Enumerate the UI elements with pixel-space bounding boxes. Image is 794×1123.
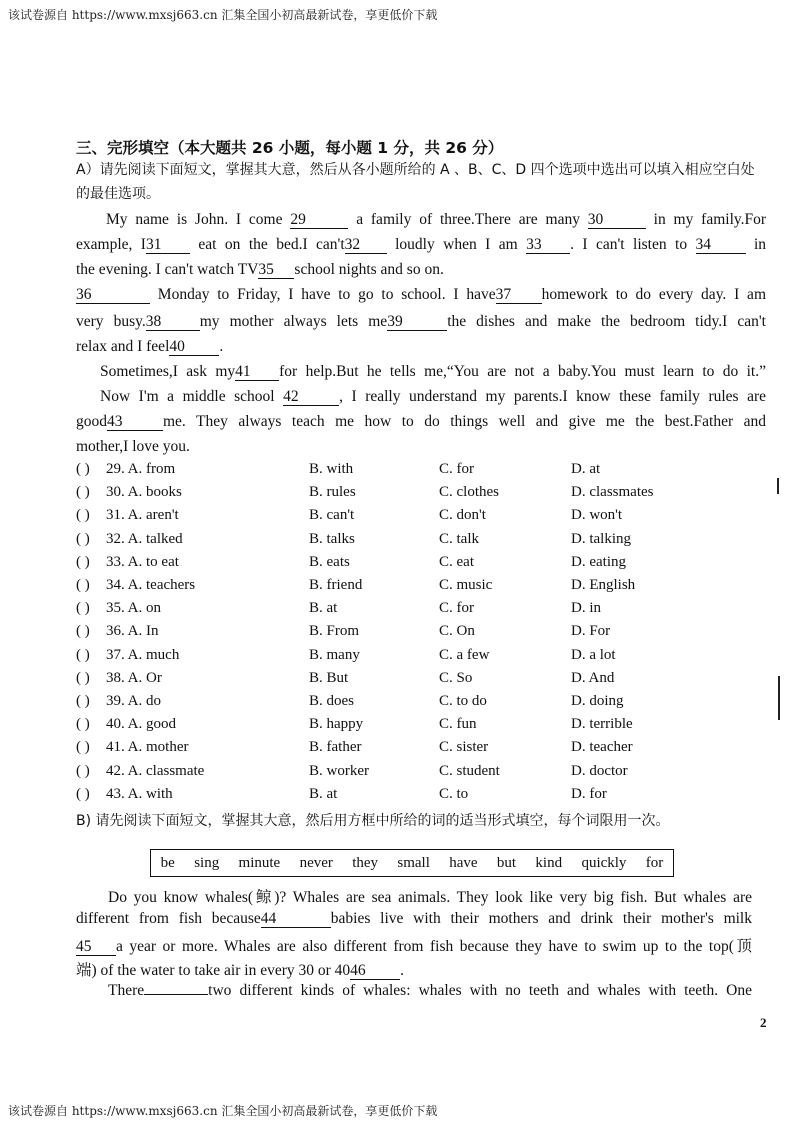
blank-33: 33 <box>526 237 570 254</box>
word-box-item: have <box>449 854 478 871</box>
scan-mark <box>777 478 779 494</box>
blank-46: 46 <box>350 963 400 980</box>
option-d: D. doing <box>571 693 624 709</box>
question-row <box>76 716 776 739</box>
answer-bracket[interactable]: ( ) <box>76 600 90 617</box>
word-box-item: for <box>645 854 664 871</box>
question-row <box>76 623 776 646</box>
option-a: 29. A. from <box>106 461 176 477</box>
option-b: B. does <box>309 693 354 709</box>
passage-a-line-5: very busy.38 my mother always lets me39 the dishes and make the bedroom tidy.I can't <box>76 313 766 330</box>
option-a: 41. A. mother <box>106 739 189 756</box>
question-row <box>76 600 776 623</box>
answer-bracket[interactable]: ( ) <box>76 693 90 709</box>
answer-bracket[interactable]: ( ) <box>76 646 90 663</box>
passage-a-line-10: mother,I love you. <box>76 438 190 455</box>
blank-35: 35 <box>258 262 294 279</box>
option-a: 39. A. do <box>106 693 162 709</box>
option-d: D. teacher <box>571 739 633 756</box>
option-c: C. music <box>439 577 493 593</box>
answer-bracket[interactable]: ( ) <box>76 507 90 524</box>
option-d: D. For <box>571 623 611 640</box>
option-a: 31. A. aren't <box>106 507 179 524</box>
scan-mark <box>778 676 780 720</box>
passage-b-line-5: There two different kinds of whales: whales with no teeth and whales with teeth. One <box>108 982 752 999</box>
option-c: C. On <box>439 623 475 640</box>
option-b: B. father <box>309 739 362 756</box>
word-box-item: but <box>496 854 517 871</box>
blank-30: 30 <box>588 212 646 229</box>
option-c: C. don't <box>439 507 486 524</box>
blank-43: 43 <box>107 414 163 431</box>
option-c: C. So <box>439 669 473 686</box>
option-b: B. at <box>309 600 338 617</box>
option-b: B. talks <box>309 530 355 547</box>
question-row <box>76 647 776 670</box>
option-a: 43. A. with <box>106 785 173 802</box>
question-row <box>76 786 776 809</box>
option-a: 37. A. much <box>106 646 180 663</box>
answer-bracket[interactable]: ( ) <box>76 739 90 756</box>
passage-a-line-7: Sometimes,I ask my41 for help.But he tells me,“You are not a baby.You must learn to do it.” <box>100 363 766 380</box>
blank-32: 32 <box>345 237 387 254</box>
question-row <box>76 739 776 762</box>
option-d: D. doctor <box>571 762 628 779</box>
option-d: D. And <box>571 669 615 686</box>
blank-47 <box>144 994 208 995</box>
passage-a-line-6: relax and I feel40 . <box>76 338 224 355</box>
option-b: B. friend <box>309 577 363 593</box>
blank-38: 38 <box>146 314 200 331</box>
page-number: 2 <box>760 1015 767 1030</box>
passage-a-line-4: 36 Monday to Friday, I have to go to school. I have37 homework to do every day. I am <box>76 286 766 303</box>
option-b: B. happy <box>309 716 364 733</box>
option-a: 30. A. books <box>106 484 182 501</box>
option-b: B. rules <box>309 484 356 501</box>
option-b: B. worker <box>309 762 369 779</box>
option-b: B. From <box>309 623 360 640</box>
option-d: D. for <box>571 785 607 802</box>
page-header-banner: 该试卷源自 https://www.mxsj663.cn 汇集全国小初高最新试卷，享更低价下载 <box>8 8 438 22</box>
option-a: 35. A. on <box>106 600 162 617</box>
option-d: D. at <box>571 461 601 477</box>
option-c: C. for <box>439 461 474 477</box>
question-row <box>76 554 776 577</box>
option-b: B. eats <box>309 553 350 570</box>
passage-b-line-4: 端) of the water to take air in every 30 or 4046 . <box>76 962 405 979</box>
blank-36: 36 <box>76 287 150 304</box>
option-c: C. talk <box>439 530 479 547</box>
option-c: C. to do <box>439 693 487 709</box>
option-d: D. terrible <box>571 716 633 733</box>
word-box-item: be <box>160 854 175 871</box>
passage-b-line-3: 45 a year or more. Whales are also different from fish because they have to swim up to the top(顶 <box>76 938 752 955</box>
question-row <box>76 484 776 507</box>
blank-29: 29 <box>290 212 348 229</box>
passage-b-line-1: Do you know whales(鲸)? Whales are sea animals. They look like very big fish. But whales are <box>108 889 752 906</box>
question-row <box>76 577 776 600</box>
option-c: C. fun <box>439 716 477 733</box>
option-c: C. for <box>439 600 474 617</box>
question-row <box>76 763 776 786</box>
word-box-item: quickly <box>581 854 627 871</box>
answer-bracket[interactable]: ( ) <box>76 623 90 640</box>
passage-a-line-9: good43 me. They always teach me how to do things well and give me the best.Father and <box>76 413 766 430</box>
option-b: B. But <box>309 669 349 686</box>
answer-bracket[interactable]: ( ) <box>76 530 90 547</box>
word-box-item: sing <box>194 854 220 871</box>
question-row <box>76 693 776 716</box>
option-a: 33. A. to eat <box>106 553 179 570</box>
answer-bracket[interactable]: ( ) <box>76 669 90 686</box>
option-c: C. student <box>439 762 500 779</box>
option-a: 42. A. classmate <box>106 762 205 779</box>
passage-a-line-3: the evening. I can't watch TV35 school nights and so on. <box>76 261 444 278</box>
option-d: D. in <box>571 600 601 617</box>
option-a: 32. A. talked <box>106 530 183 547</box>
word-box-item: small <box>397 854 430 871</box>
option-d: D. classmates <box>571 484 654 501</box>
passage-a-line-8: Now I'm a middle school 42 , I really understand my parents.I know these family rules are <box>100 388 767 405</box>
option-d: D. a lot <box>571 646 616 663</box>
blank-37: 37 <box>496 287 542 304</box>
option-d: D. won't <box>571 507 623 524</box>
option-c: C. to <box>439 785 469 802</box>
word-box-item: kind <box>535 854 563 871</box>
blank-45: 45 <box>76 939 116 956</box>
answer-bracket[interactable]: ( ) <box>76 785 90 802</box>
option-b: B. can't <box>309 507 355 524</box>
option-a: 40. A. good <box>106 716 177 733</box>
passage-b-line-2: different from fish because44 babies live with their mothers and drink their mother's milk <box>76 910 752 927</box>
option-b: B. at <box>309 785 338 802</box>
blank-40: 40 <box>169 339 219 356</box>
blank-39: 39 <box>387 314 447 331</box>
word-box-item: minute <box>238 854 281 871</box>
part-b-instruction: B) 请先阅读下面短文，掌握其大意，然后用方框中所给的词的适当形式填空，每个词限用一次。 <box>76 813 670 829</box>
answer-bracket[interactable]: ( ) <box>76 716 90 733</box>
option-a: 34. A. teachers <box>106 577 196 593</box>
option-d: D. eating <box>571 553 626 570</box>
answer-bracket[interactable]: ( ) <box>76 484 90 501</box>
blank-44: 44 <box>261 911 331 928</box>
option-d: D. English <box>571 577 636 593</box>
option-a: 36. A. In <box>106 623 159 640</box>
word-box <box>150 849 674 877</box>
section-title: 三、完形填空（本大题共 26 小题，每小题 1 分，共 26 分） <box>76 139 504 157</box>
question-row <box>76 531 776 554</box>
answer-bracket[interactable]: ( ) <box>76 577 90 593</box>
blank-42: 42 <box>283 389 339 406</box>
question-row <box>76 461 776 484</box>
answer-bracket[interactable]: ( ) <box>76 461 90 477</box>
option-a: 38. A. Or <box>106 669 162 686</box>
word-box-item: never <box>299 854 333 871</box>
question-row <box>76 670 776 693</box>
option-b: B. with <box>309 461 354 477</box>
blank-31: 31 <box>146 237 190 254</box>
blank-34: 34 <box>696 237 746 254</box>
option-b: B. many <box>309 646 360 663</box>
page-footer-banner: 该试卷源自 https://www.mxsj663.cn 汇集全国小初高最新试卷，享更低价下载 <box>8 1104 438 1118</box>
option-d: D. talking <box>571 530 631 547</box>
option-c: C. eat <box>439 553 474 570</box>
part-a-instruction: A）请先阅读下面短文，掌握其大意，然后从各小题所给的 A 、B、C、D 四个选项中选出可以填入相应空白处的最佳选项。 <box>76 162 755 202</box>
option-c: C. sister <box>439 739 489 756</box>
option-c: C. a few <box>439 646 490 663</box>
question-row <box>76 507 776 530</box>
option-c: C. clothes <box>439 484 499 501</box>
answer-bracket[interactable]: ( ) <box>76 762 90 779</box>
word-box-item: they <box>352 854 379 871</box>
blank-41: 41 <box>235 364 279 381</box>
passage-a-line-1: My name is John. I come 29 a family of three.There are many 30 in my family.For <box>106 211 767 228</box>
passage-a-line-2: example, I31 eat on the bed.I can't32 loudly when I am 33 . I can't listen to 34 in <box>76 236 767 253</box>
answer-bracket[interactable]: ( ) <box>76 553 90 570</box>
